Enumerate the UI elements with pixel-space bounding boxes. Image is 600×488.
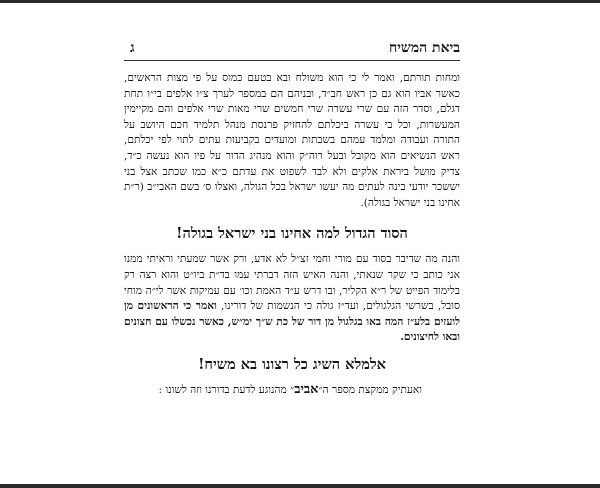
paragraph-3	[124, 382, 460, 399]
scan-edge-top	[0, 0, 600, 3]
paragraph-3-pre: ואעתיק ממקצת מספר ה״	[318, 383, 422, 396]
section-heading-2: אלמלא השיג כל רצונו בא משיח!	[198, 355, 386, 373]
scan-edge-bottom	[0, 484, 600, 488]
section-heading-1: הסוד הגדול למה אחינו בני ישראל בגולה!	[176, 225, 408, 243]
paragraph-2-bold-text: ואמר כי הראשונים מן לועזים בלע״ז המה באו בגלגול מן דור של כת ש״ך ימ״ש, כאשר נכשלו עם חצונים ובאו לחיצונים.	[124, 300, 460, 344]
running-header	[124, 36, 460, 58]
header-rule	[124, 60, 460, 61]
book-title-quote: אביב	[294, 381, 319, 397]
paragraph-3-post: ״ מהנוגע לדעת בדורנו וזה לשונו :	[158, 383, 295, 396]
document-page	[124, 36, 460, 399]
page-number: ג	[130, 40, 135, 56]
header-title: ביאת המשיח	[388, 40, 460, 56]
paragraph-2	[124, 252, 460, 346]
paragraph-1: ומחות תורתם, ואמר לי כי הוא משולח ובא בטעם כמוס על פי מצות הראשים, כאשר אביו הוא גם כן ראש חב״ד, ובניהם הם במספר לערך צ״ו אלפים בי״ו תחת דגלם, וסדר הזה עם שרי עשרה שרי חמשים שרי מאות שרי אלפים והם מקיימין המעשרות, וכל בי עשרה ביכלתם להחזיק פרנסת מנהל תלמיד חכם היושב על התורה ועבודה ומלמד עמהם בשבתות ומועדים בקביעות עתים לתוי לפי יכלתם, ראש הנשיאים הוא מקובל ובעל רוה״ק והוא מנהיג הדור על פיו הוא נעשה כ״ד, צדיק מושל ביראת אלקים ולא לבד לשפוט את עדתם כ״א כמו שכתב אצל בני יששכר יודעי בינה לעתים מה יעשו ישראל בכל הגולה, ואצלו ס׳ בשם האבי״ב (ר״ת אחינו בני ישראל בגולה).	[124, 72, 460, 209]
paragraph-2-text: והנה מה שדיבר בסוד עם מורי וחמי זצ״ל לא אדע, ורק אשר שמעתי וראיתי ממנו אני כותב כי שקר שנאתי, והנה האיש הזה דברתי עמו בד״ת ביו״ט והוא רצה רק בלימוד הפייט של ר״א הקליר, ובו דרש ע״ד האמת וכו׳ עם עמיקות אשר לי״ה מוחי סובל, בשרשי הגלגולים, ועד״ז גולה כי הנשמות של דורינו,	[124, 253, 461, 313]
